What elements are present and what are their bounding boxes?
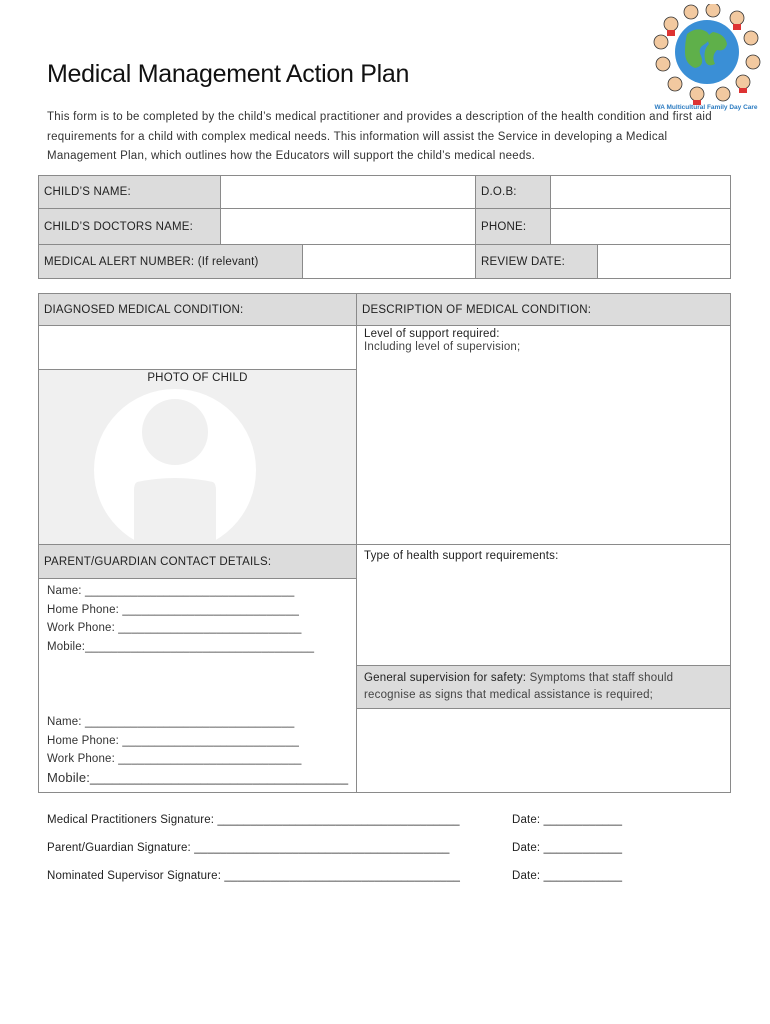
support-level-box[interactable] — [356, 325, 731, 545]
dob-field[interactable] — [550, 175, 731, 209]
general-supervision-box — [356, 665, 731, 709]
doctors-name-label: CHILD’S DOCTORS NAME: — [38, 208, 221, 245]
contact-work-phone[interactable]: Work Phone: ____________________________ — [47, 622, 302, 634]
contact-home-phone[interactable]: Home Phone: ___________________________ — [47, 734, 300, 747]
phone-label: PHONE: — [475, 208, 551, 245]
support-level-label: Level of support required: — [364, 328, 500, 340]
contact-mobile[interactable]: Mobile:___________________________________ — [47, 640, 315, 653]
contact-work-phone[interactable]: Work Phone: ____________________________ — [47, 753, 302, 765]
general-supervision-label: General supervision for safety: — [364, 672, 527, 684]
guardian-signature-line[interactable]: Parent/Guardian Signature: _______________________________________ — [47, 842, 450, 854]
supervisor-signature-line[interactable]: Nominated Supervisor Signature: ____________________________________ — [47, 870, 461, 882]
parent-contact-box — [38, 578, 357, 793]
contact-name[interactable]: Name: ________________________________ — [47, 716, 295, 728]
general-supervision-note: Symptoms that staff should recognise as signs that medical assistance is required; — [364, 672, 674, 701]
description-condition-label: DESCRIPTION OF MEDICAL CONDITION: — [356, 293, 731, 326]
contact-mobile[interactable]: Mobile:___________________________________ — [47, 769, 349, 785]
diagnosed-condition-field[interactable] — [38, 325, 357, 370]
contact-home-phone[interactable]: Home Phone: ___________________________ — [47, 603, 300, 616]
avatar-placeholder-icon — [91, 386, 259, 545]
review-date-label: REVIEW DATE: — [475, 244, 598, 279]
diagnosed-condition-label: DIAGNOSED MEDICAL CONDITION: — [38, 293, 357, 326]
medical-alert-label: MEDICAL ALERT NUMBER: (If relevant) — [38, 244, 303, 279]
guardian-date-line[interactable]: Date: ____________ — [512, 842, 623, 854]
photo-of-child-box[interactable] — [38, 369, 357, 545]
childs-name-label: CHILD’S NAME: — [38, 175, 221, 209]
medical-alert-field[interactable] — [302, 244, 476, 279]
photo-label: PHOTO OF CHILD — [147, 372, 248, 384]
doctors-name-field[interactable] — [220, 208, 476, 245]
practitioner-date-line[interactable]: Date: ____________ — [512, 814, 623, 826]
review-date-field[interactable] — [597, 244, 731, 279]
support-level-note: Including level of supervision; — [364, 341, 521, 353]
general-supervision-field[interactable] — [356, 708, 731, 793]
dob-label: D.O.B: — [475, 175, 551, 209]
health-support-label: Type of health support requirements: — [364, 550, 559, 562]
phone-field[interactable] — [550, 208, 731, 245]
intro-text: This form is to be completed by the child’s medical practitioner and provides a description of the health condition and first aid requirements for a child with complex medical needs. This information will assist the Service in developing a Medical Management Plan, which outlines how the Educators will support the child’s medical needs. — [47, 111, 712, 162]
contact-2 — [47, 713, 348, 787]
supervisor-date-line[interactable]: Date: ____________ — [512, 870, 623, 882]
page-title: Medical Management Action Plan — [47, 60, 410, 88]
contact-1 — [47, 582, 314, 656]
svg-text:WA Multicultural Family Day Ca: WA Multicultural Family Day Care — [654, 104, 758, 111]
parent-contact-label: PARENT/GUARDIAN CONTACT DETAILS: — [38, 544, 357, 579]
contact-name[interactable]: Name: ________________________________ — [47, 585, 295, 597]
practitioner-signature-line[interactable]: Medical Practitioners Signature: _____________________________________ — [47, 814, 460, 826]
family-day-care-logo — [647, 4, 765, 112]
health-support-box[interactable] — [356, 544, 731, 666]
childs-name-field[interactable] — [220, 175, 476, 209]
